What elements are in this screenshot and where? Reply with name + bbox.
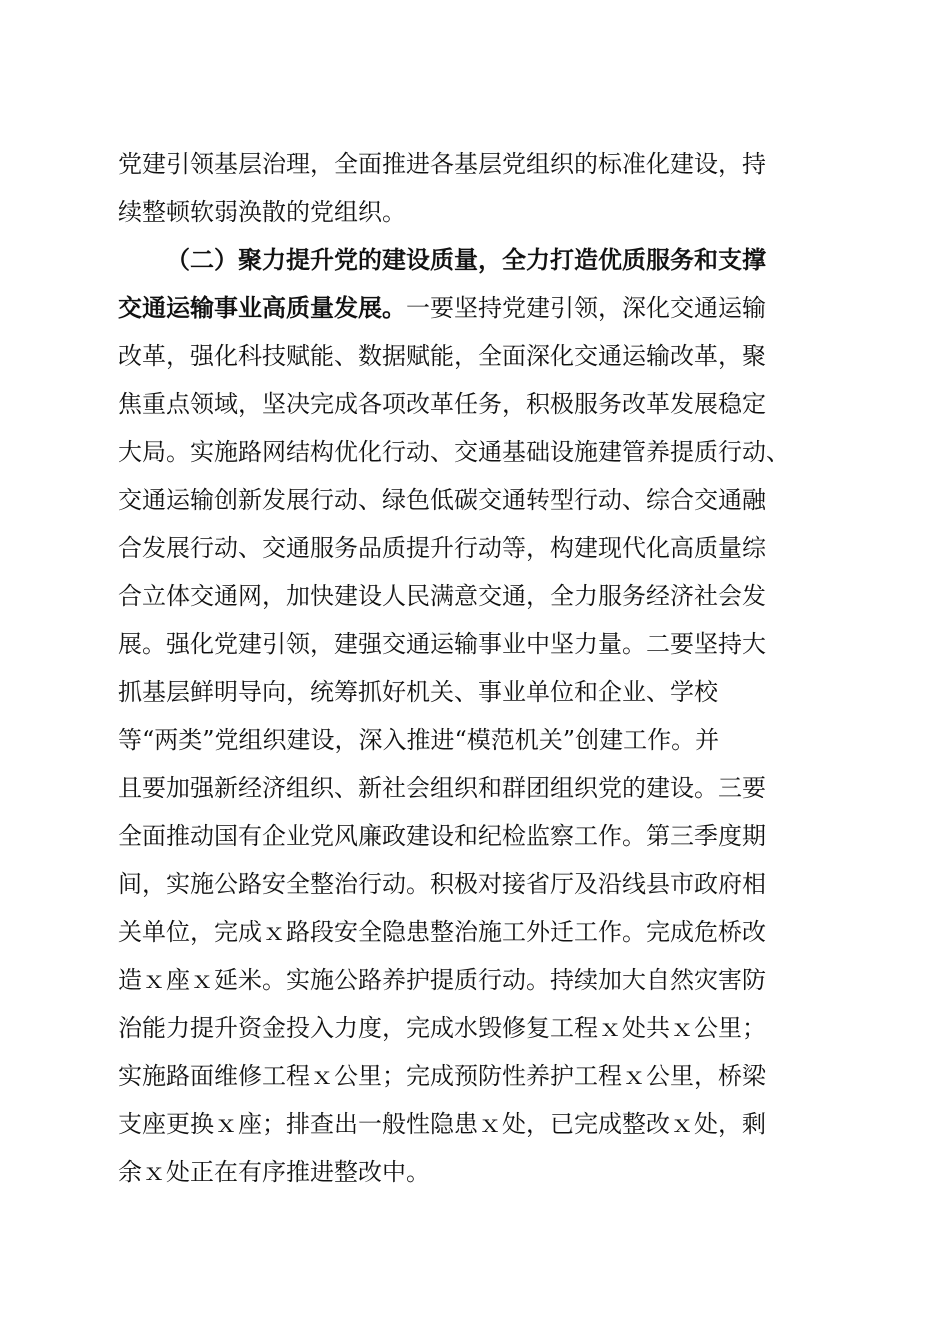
paragraph-line <box>118 284 830 332</box>
paragraph-line: 焦重点领域，坚决完成各项改革任务，积极服务改革发展稳定 <box>118 390 766 418</box>
paragraph-line: 全面推动国有企业党风廉政建设和纪检监察工作。第三季度期 <box>118 822 766 850</box>
paragraph-line: 治能力提升资金投入力度，完成水毁修复工程ｘ处共ｘ公里； <box>118 1014 766 1042</box>
paragraph-line: 交通运输创新发展行动、绿色低碳交通转型行动、综合交通融 <box>118 486 766 514</box>
paragraph-line: 且要加强新经济组织、新社会组织和群团组织党的建设。三要 <box>118 774 766 802</box>
paragraph-line: 大局。实施路网结构优化行动、交通基础设施建管养提质行动、 <box>118 438 790 466</box>
paragraph-line: 抓基层鲜明导向，统筹抓好机关、事业单位和企业、学校 <box>118 678 718 706</box>
paragraph-text: 一要坚持党建引领，深化交通运输 <box>406 294 766 322</box>
paragraph-line: 合立体交通网，加快建设人民满意交通，全力服务经济社会发 <box>118 582 766 610</box>
paragraph-line: 间，实施公路安全整治行动。积极对接省厅及沿线县市政府相 <box>118 870 766 898</box>
paragraph-line: 实施路面维修工程ｘ公里；完成预防性养护工程ｘ公里，桥梁 <box>118 1062 766 1090</box>
paragraph-line: 等“两类”党组织建设，深入推进“模范机关”创建工作。并 <box>118 726 720 754</box>
paragraph-line: 余ｘ处正在有序推进整改中。 <box>118 1158 430 1186</box>
paragraph-line: 合发展行动、交通服务品质提升行动等，构建现代化高质量综 <box>118 534 766 562</box>
paragraph-line: 续整顿软弱涣散的党组织。 <box>118 198 406 226</box>
paragraph-line: 展。强化党建引领，建强交通运输事业中坚力量。二要坚持大 <box>118 630 766 658</box>
paragraph-2 <box>118 236 830 1196</box>
paragraph-line: 支座更换ｘ座；排查出一般性隐患ｘ处，已完成整改ｘ处，剩 <box>118 1110 766 1138</box>
section-heading-continued: 交通运输事业高质量发展。 <box>118 293 406 322</box>
paragraph-line: 改革，强化科技赋能、数据赋能，全面深化交通运输改革，聚 <box>118 342 766 370</box>
paragraph-line: 党建引领基层治理，全面推进各基层党组织的标准化建设，持 <box>118 150 766 178</box>
paragraph-line: 造ｘ座ｘ延米。实施公路养护提质行动。持续加大自然灾害防 <box>118 966 766 994</box>
section-heading: （二）聚力提升党的建设质量，全力打造优质服务和支撑 <box>166 245 766 274</box>
paragraph-1 <box>118 140 830 236</box>
paragraph-line: 关单位，完成ｘ路段安全隐患整治施工外迁工作。完成危桥改 <box>118 918 766 946</box>
document-body <box>118 140 830 1196</box>
